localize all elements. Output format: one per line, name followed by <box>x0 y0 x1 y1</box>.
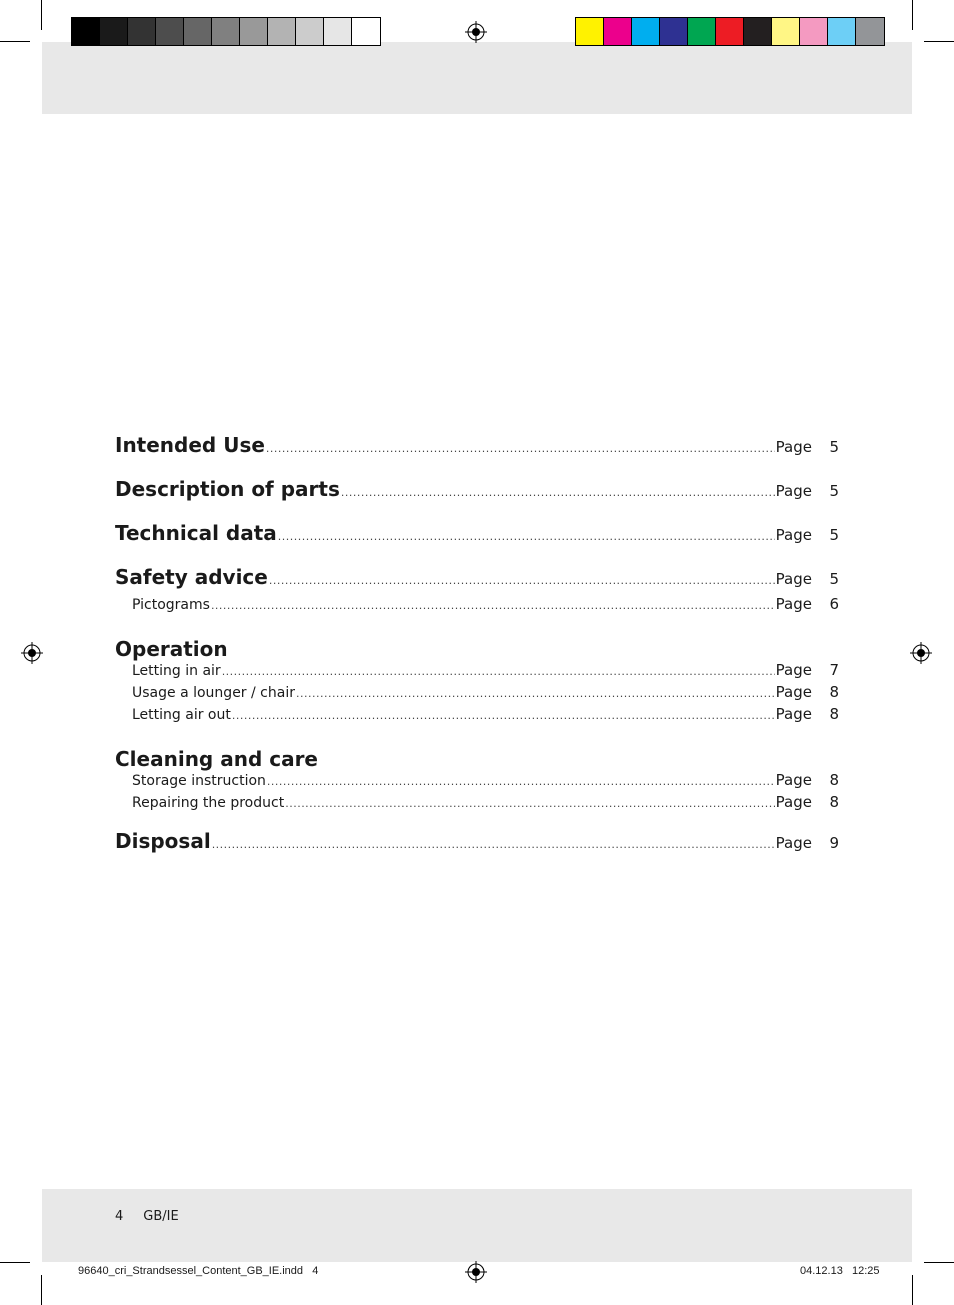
crop-mark <box>41 1275 42 1305</box>
toc-entry-title: Usage a lounger / chair <box>132 685 295 701</box>
toc-page-label: Page <box>775 526 812 544</box>
toc-subentry-storage-instruction[interactable] <box>115 771 839 793</box>
registration-mark-icon <box>465 1261 487 1283</box>
toc-page-number: 8 <box>829 771 839 789</box>
color-swatch <box>800 18 828 45</box>
toc-page-number: 5 <box>829 526 839 544</box>
toc-page-number: 5 <box>829 482 839 500</box>
toc-subentry-pictograms[interactable] <box>115 595 839 617</box>
toc-page-label: Page <box>775 595 812 613</box>
page-number: 4 <box>115 1209 124 1224</box>
crop-mark <box>0 1262 30 1263</box>
color-swatch <box>828 18 856 45</box>
slug-datetime: 04.12.13 12:25 <box>800 1265 880 1277</box>
toc-entry-title: Letting air out <box>132 707 231 723</box>
toc-entry-title: Disposal <box>115 829 211 853</box>
toc-page-number: 5 <box>829 438 839 456</box>
registration-mark-icon <box>21 642 43 664</box>
toc-page-label: Page <box>775 482 812 500</box>
color-swatch <box>268 18 296 45</box>
toc-entry-title: Safety advice <box>115 565 268 589</box>
color-swatch <box>352 18 380 45</box>
color-swatch <box>100 18 128 45</box>
toc-entry-title: Letting in air <box>132 663 221 679</box>
slug-filename: 96640_cri_Strandsessel_Content_GB_IE.indd 4 <box>78 1265 319 1277</box>
color-swatch <box>72 18 100 45</box>
toc-entry-description-of-parts[interactable] <box>115 477 839 507</box>
toc-page-number: 6 <box>829 595 839 613</box>
toc-entry-title: Storage instruction <box>132 773 266 789</box>
toc-page-label: Page <box>775 793 812 811</box>
toc-subentry-letting-air-out[interactable] <box>115 705 839 727</box>
toc-page-label: Page <box>775 705 812 723</box>
toc-page-number: 8 <box>829 793 839 811</box>
crop-mark <box>924 41 954 42</box>
color-swatch <box>184 18 212 45</box>
bottom-gray-band <box>42 1189 912 1262</box>
toc-subentry-usage-lounger-chair[interactable] <box>115 683 839 705</box>
toc-page-label: Page <box>775 661 812 679</box>
toc-page-number: 5 <box>829 570 839 588</box>
toc-entry-intended-use[interactable] <box>115 433 839 463</box>
color-swatch <box>856 18 884 45</box>
crop-mark <box>41 0 42 30</box>
grayscale-color-bar <box>71 17 381 46</box>
color-swatch <box>604 18 632 45</box>
toc-page-label: Page <box>775 570 812 588</box>
toc-page-label: Page <box>775 683 812 701</box>
process-color-bar <box>575 17 885 46</box>
color-swatch <box>744 18 772 45</box>
color-swatch <box>632 18 660 45</box>
crop-mark <box>924 1262 954 1263</box>
toc-entry-title: Repairing the product <box>132 795 285 811</box>
page-footer <box>115 1209 199 1224</box>
color-swatch <box>156 18 184 45</box>
toc-page-number: 9 <box>829 834 839 852</box>
toc-page-number: 8 <box>829 683 839 701</box>
color-swatch <box>716 18 744 45</box>
toc-entry-disposal[interactable] <box>115 829 839 859</box>
toc-heading-cleaning-and-care[interactable]: Cleaning and care <box>115 747 318 771</box>
registration-mark-icon <box>910 642 932 664</box>
color-swatch <box>576 18 604 45</box>
color-swatch <box>240 18 268 45</box>
toc-heading-operation[interactable]: Operation <box>115 637 228 661</box>
toc-entry-title: Technical data <box>115 521 277 545</box>
color-swatch <box>660 18 688 45</box>
crop-mark <box>912 0 913 30</box>
toc-entry-technical-data[interactable] <box>115 521 839 551</box>
crop-mark <box>912 1275 913 1305</box>
toc-page-label: Page <box>775 438 812 456</box>
toc-subentry-repairing-the-product[interactable] <box>115 793 839 815</box>
color-swatch <box>296 18 324 45</box>
crop-mark <box>0 41 30 42</box>
top-gray-band <box>42 42 912 114</box>
toc-page-number: 8 <box>829 705 839 723</box>
color-swatch <box>772 18 800 45</box>
color-swatch <box>688 18 716 45</box>
toc-entry-title: Description of parts <box>115 477 340 501</box>
toc-entry-title: Pictograms <box>132 597 210 613</box>
table-of-contents <box>115 433 839 859</box>
color-swatch <box>128 18 156 45</box>
toc-entry-safety-advice[interactable] <box>115 565 839 595</box>
color-swatch <box>324 18 352 45</box>
toc-entry-title: Intended Use <box>115 433 265 457</box>
language-code: GB/IE <box>143 1209 179 1224</box>
toc-page-number: 7 <box>829 661 839 679</box>
toc-subentry-letting-in-air[interactable] <box>115 661 839 683</box>
toc-page-label: Page <box>775 834 812 852</box>
registration-mark-icon <box>465 21 487 43</box>
toc-page-label: Page <box>775 771 812 789</box>
color-swatch <box>212 18 240 45</box>
